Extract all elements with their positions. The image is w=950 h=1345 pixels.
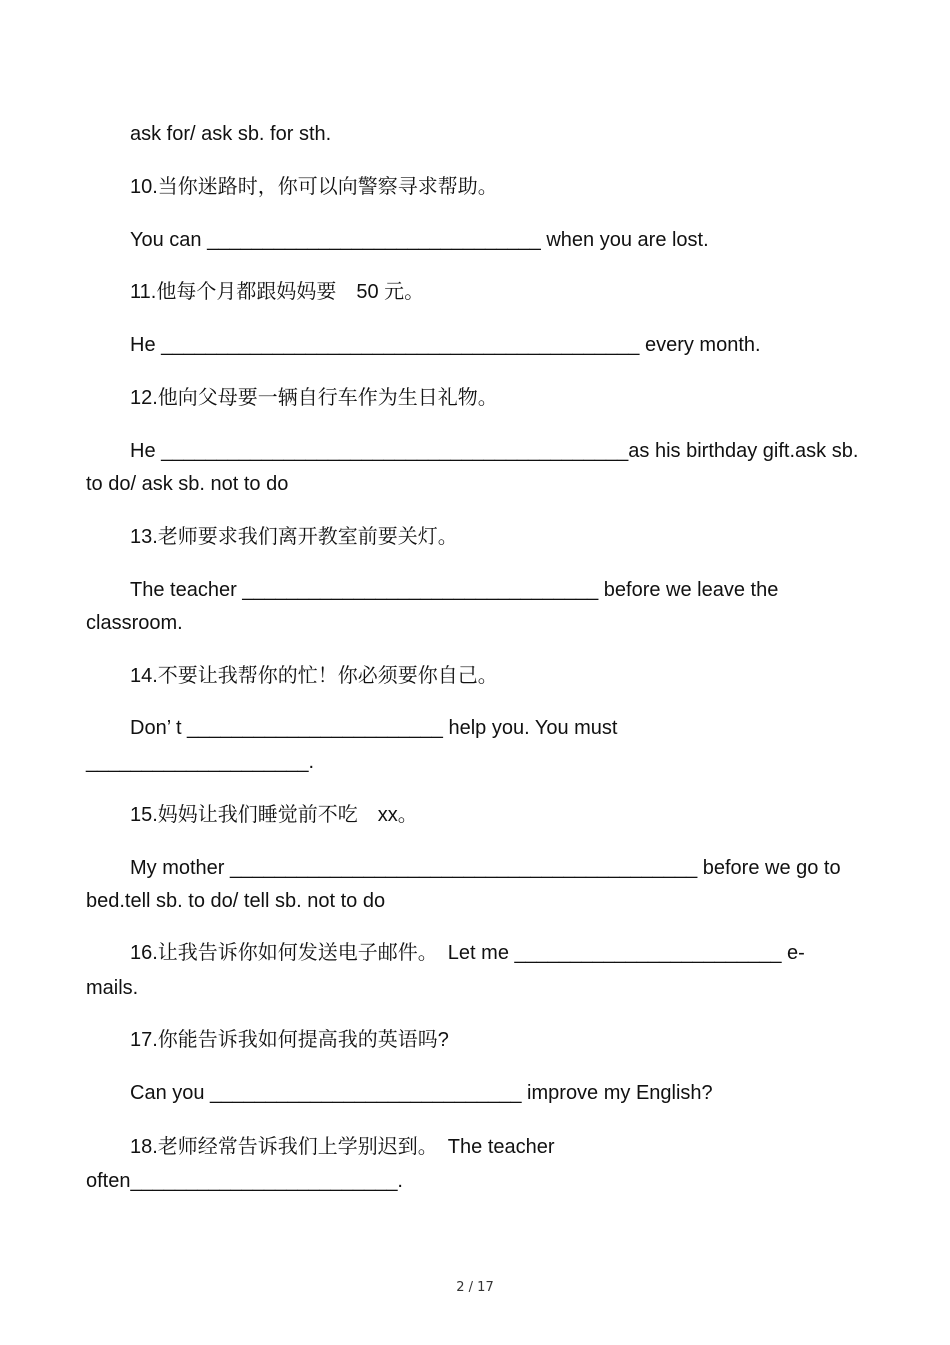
- answer-line-18: often________________________.: [86, 1170, 403, 1192]
- answer-line-14-cont: ____________________.: [86, 751, 315, 773]
- question-16: 16.让我告诉你如何发送电子邮件。 Let me ________________________ e-: [130, 942, 805, 964]
- answer-line-14: Don’ t _______________________ help you. You must: [130, 717, 618, 739]
- answer-line-12: He __________________________________________as his birthday gift.ask sb.: [130, 440, 859, 462]
- text-line: to do/ ask sb. not to do: [86, 473, 289, 495]
- answer-line-15: My mother __________________________________________ before we go to: [130, 857, 841, 879]
- text-line: mails.: [86, 977, 139, 999]
- text-line: ask for/ ask sb. for sth.: [130, 123, 332, 145]
- question-18: 18.老师经常告诉我们上学别迟到。 The teacher: [130, 1136, 555, 1158]
- question-11: 11.他每个月都跟妈妈要 50 元。: [130, 281, 425, 303]
- question-15: 15.妈妈让我们睡觉前不吃 xx。: [130, 804, 418, 826]
- text-line: classroom.: [86, 612, 183, 634]
- answer-line-11: He ___________________________________________ every month.: [130, 334, 761, 356]
- question-14: 14.不要让我帮你的忙！你必须要你自己。: [130, 665, 498, 687]
- question-17: 17.你能告诉我如何提高我的英语吗?: [130, 1029, 449, 1051]
- answer-line-13: The teacher ________________________________ before we leave the: [130, 579, 779, 601]
- question-13: 13.老师要求我们离开教室前要关灯。: [130, 526, 458, 548]
- answer-line-10: You can ______________________________ when you are lost.: [130, 229, 709, 251]
- answer-line-17: Can you ____________________________ improve my English?: [130, 1082, 713, 1104]
- page-number: 2 / 17: [456, 1280, 494, 1295]
- text-line: bed.tell sb. to do/ tell sb. not to do: [86, 890, 386, 912]
- question-12: 12.他向父母要一辆自行车作为生日礼物。: [130, 387, 498, 409]
- question-10: 10.当你迷路时，你可以向警察寻求帮助。: [130, 176, 498, 198]
